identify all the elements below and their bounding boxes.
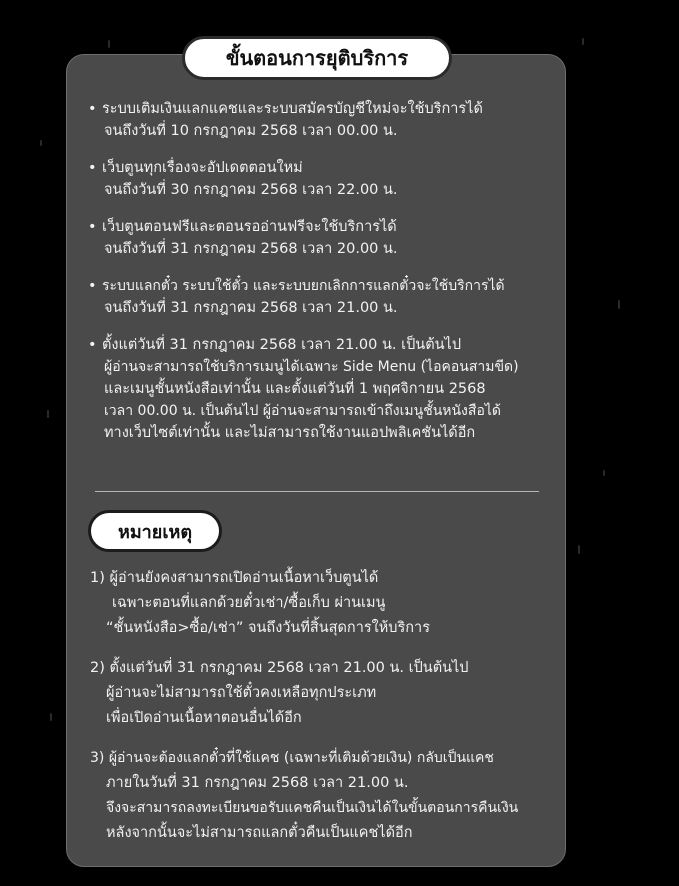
rain-streak	[582, 38, 584, 45]
list-item-line: ระบบเติมเงินแลกแคชและระบบสมัครบัญชีใหม่จะใช้บริการได้	[102, 101, 483, 117]
note-line: ผู้อ่านจะไม่สามารถใช้ตั๋วคงเหลือทุกประเภท	[106, 685, 377, 701]
section-divider	[95, 491, 539, 492]
list-item-line: ผู้อ่านจะสามารถใช้บริการเมนูได้เฉพาะ Side Menu (ไอคอนสามขีด)	[104, 359, 519, 375]
note-heading: หมายเหตุ	[117, 521, 193, 543]
rain-streak	[50, 713, 52, 721]
bullet-icon: •	[88, 337, 97, 353]
rain-streak	[40, 140, 42, 146]
note-pill	[88, 510, 222, 552]
list-item	[88, 275, 553, 319]
list-item-line: จนถึงวันที่ 30 กรกฎาคม 2568 เวลา 22.00 น.	[104, 182, 398, 198]
list-item	[88, 334, 553, 444]
list-item-line: เวลา 00.00 น. เป็นต้นไป ผู้อ่านจะสามารถเข้าถึงเมนูชั้นหนังสือได้	[104, 403, 501, 419]
list-item-line: เว็บตูนตอนฟรีและตอนรออ่านฟรีจะใช้บริการได้	[102, 219, 397, 235]
bullet-icon: •	[88, 219, 97, 235]
list-item-line: และเมนูชั้นหนังสือเท่านั้น และตั้งแต่วันที่ 1 พฤศจิกายน 2568	[104, 381, 486, 397]
title-pill	[182, 36, 452, 80]
bullet-icon: •	[88, 278, 97, 294]
rain-streak	[108, 40, 110, 48]
list-item-line: ระบบแลกตั๋ว ระบบใช้ตั๋ว และระบบยกเลิกการแลกตั๋วจะใช้บริการได้	[102, 278, 505, 294]
note-item	[90, 746, 555, 846]
rain-streak	[603, 470, 605, 476]
note-line: หลังจากนั้นจะไม่สามารถแลกตั๋วคืนเป็นแคชได้อีก	[106, 825, 413, 841]
service-steps-list	[88, 98, 553, 459]
list-item	[88, 98, 553, 142]
bullet-icon: •	[88, 101, 97, 117]
note-line: 1) ผู้อ่านยังคงสามารถเปิดอ่านเนื้อหาเว็บตูนได้	[90, 570, 379, 586]
list-item-line: จนถึงวันที่ 10 กรกฎาคม 2568 เวลา 00.00 น.	[104, 123, 398, 139]
note-line: “ชั้นหนังสือ>ซื้อ/เช่า” จนถึงวันที่สิ้นสุดการให้บริการ	[106, 620, 430, 636]
notes-list	[90, 566, 555, 861]
list-item-line: ทางเว็บไซต์เท่านั้น และไม่สามารถใช้งานแอปพลิเคชันได้อีก	[104, 425, 476, 441]
list-item	[88, 216, 553, 260]
list-item-line: จนถึงวันที่ 31 กรกฎาคม 2568 เวลา 20.00 น.	[104, 241, 398, 257]
list-item	[88, 157, 553, 201]
note-line: ภายในวันที่ 31 กรกฎาคม 2568 เวลา 21.00 น.	[106, 775, 409, 791]
rain-streak	[618, 300, 620, 309]
list-item-line: เว็บตูนทุกเรื่องจะอัปเดตตอนใหม่	[102, 160, 303, 176]
note-line: เฉพาะตอนที่แลกด้วยตั๋วเช่า/ซื้อเก็บ ผ่านเมนู	[112, 595, 386, 611]
rain-streak	[578, 545, 580, 554]
note-item	[90, 566, 555, 641]
page-title: ขั้นตอนการยุติบริการ	[225, 46, 409, 70]
rain-streak	[47, 410, 49, 418]
note-item	[90, 656, 555, 731]
note-line: จึงจะสามารถลงทะเบียนขอรับแคชคืนเป็นเงินได้ในขั้นตอนการคืนเงิน	[106, 800, 519, 816]
bullet-icon: •	[88, 160, 97, 176]
note-line: เพื่อเปิดอ่านเนื้อหาตอนอื่นได้อีก	[106, 710, 302, 726]
note-line: 2) ตั้งแต่วันที่ 31 กรกฎาคม 2568 เวลา 21.00 น. เป็นต้นไป	[90, 660, 469, 676]
note-line: 3) ผู้อ่านจะต้องแลกตั๋วที่ใช้แคช (เฉพาะที่เติมด้วยเงิน) กลับเป็นแคช	[90, 750, 494, 766]
list-item-line: ตั้งแต่วันที่ 31 กรกฎาคม 2568 เวลา 21.00 น. เป็นต้นไป	[102, 337, 462, 353]
list-item-line: จนถึงวันที่ 31 กรกฎาคม 2568 เวลา 21.00 น.	[104, 300, 398, 316]
